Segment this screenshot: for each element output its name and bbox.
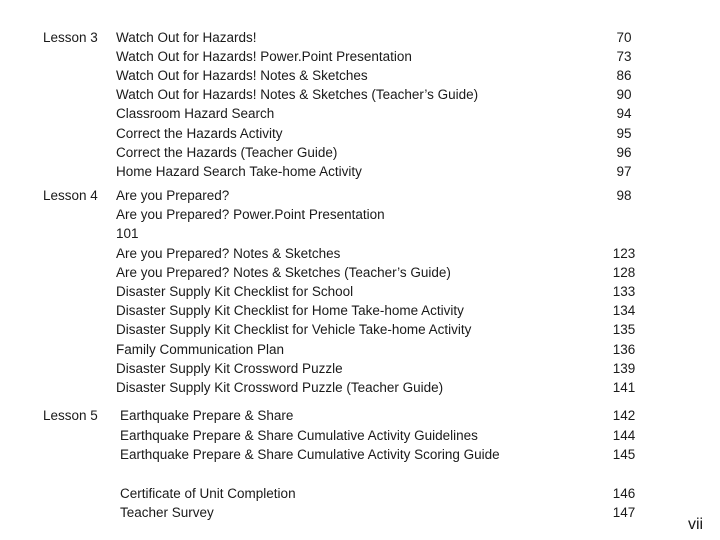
toc-entry <box>0 205 720 224</box>
entry-title: Earthquake Prepare & Share <box>120 408 294 423</box>
toc-entry <box>0 162 720 181</box>
entry-title: Disaster Supply Kit Crossword Puzzle (Teacher Guide) <box>116 380 444 395</box>
entry-page-number: 136 <box>612 342 636 357</box>
entry-title: Certificate of Unit Completion <box>120 486 296 501</box>
entry-title: Family Communication Plan <box>116 342 285 357</box>
toc-entry <box>0 320 720 339</box>
entry-title: Are you Prepared? <box>116 188 230 203</box>
toc-entry <box>0 263 720 282</box>
entry-title: Are you Prepared? Power.Point Presentation <box>116 207 385 222</box>
toc-entry <box>0 484 720 503</box>
toc-entry <box>0 28 720 47</box>
entry-page-number: 96 <box>616 145 632 160</box>
page-folio-number: vii <box>688 516 704 533</box>
entry-title: Disaster Supply Kit Checklist for School <box>116 284 354 299</box>
entry-title: Teacher Survey <box>120 505 214 520</box>
toc-entry <box>0 301 720 320</box>
entry-title: Earthquake Prepare & Share Cumulative Activity Guidelines <box>120 428 478 443</box>
entry-page-number: 123 <box>612 246 636 261</box>
entry-page-number: 70 <box>616 30 632 45</box>
entry-title: Watch Out for Hazards! Power.Point Presentation <box>116 49 412 64</box>
entry-title: Disaster Supply Kit Crossword Puzzle <box>116 361 343 376</box>
entry-page-number: 128 <box>612 265 636 280</box>
toc-entry <box>0 378 720 397</box>
entry-page-number: 134 <box>612 303 636 318</box>
entry-page-number: 98 <box>616 188 632 203</box>
entry-title: Earthquake Prepare & Share Cumulative Activity Scoring Guide <box>120 447 500 462</box>
entry-page-number: 146 <box>612 486 636 501</box>
entry-page-number: 144 <box>612 428 636 443</box>
entry-title: Correct the Hazards Activity <box>116 126 283 141</box>
entry-title: Classroom Hazard Search <box>116 106 275 121</box>
entry-page-number: 142 <box>612 408 636 423</box>
toc-entry <box>0 104 720 123</box>
entry-title: Watch Out for Hazards! <box>116 30 257 45</box>
entry-title: Correct the Hazards (Teacher Guide) <box>116 145 338 160</box>
entry-title: Watch Out for Hazards! Notes & Sketches <box>116 68 368 83</box>
toc-entry <box>0 85 720 104</box>
toc-entry <box>0 359 720 378</box>
toc-entry <box>0 143 720 162</box>
toc-entry <box>0 445 720 464</box>
entry-page-number: 97 <box>616 164 632 179</box>
entry-title: Are you Prepared? Notes & Sketches <box>116 246 341 261</box>
entry-page-number: 73 <box>616 49 632 64</box>
entry-page-number: 86 <box>616 68 632 83</box>
toc-entry <box>0 282 720 301</box>
entry-page-number: 147 <box>612 505 636 520</box>
toc-entry <box>0 66 720 85</box>
toc-entry <box>0 244 720 263</box>
lesson-3-label: Lesson 3 <box>43 30 98 45</box>
entry-page-number: 145 <box>612 447 636 462</box>
entry-title: Watch Out for Hazards! Notes & Sketches (Teacher’s Guide) <box>116 87 479 102</box>
entry-page-number: 133 <box>612 284 636 299</box>
entry-title: Are you Prepared? Notes & Sketches (Teacher’s Guide) <box>116 265 451 280</box>
entry-page-number: 90 <box>616 87 632 102</box>
entry-page-number: 94 <box>616 106 632 121</box>
entry-title: Disaster Supply Kit Checklist for Home Take-home Activity <box>116 303 464 318</box>
toc-entry <box>0 47 720 66</box>
toc-entry <box>0 340 720 359</box>
entry-title: Home Hazard Search Take-home Activity <box>116 164 362 179</box>
entry-page-number: 139 <box>612 361 636 376</box>
entry-page-number: 95 <box>616 126 632 141</box>
entry-title: Disaster Supply Kit Checklist for Vehicle Take-home Activity <box>116 322 472 337</box>
entry-title: 101 <box>116 226 139 241</box>
toc-entry <box>0 186 720 205</box>
lesson-4-label: Lesson 4 <box>43 188 98 203</box>
toc-entry <box>0 503 720 522</box>
entry-page-number: 135 <box>612 322 636 337</box>
toc-entry <box>0 224 720 243</box>
lesson-5-label: Lesson 5 <box>43 408 98 423</box>
toc-entry <box>0 124 720 143</box>
toc-entry <box>0 426 720 445</box>
entry-page-number: 141 <box>612 380 636 395</box>
toc-entry <box>0 406 720 425</box>
